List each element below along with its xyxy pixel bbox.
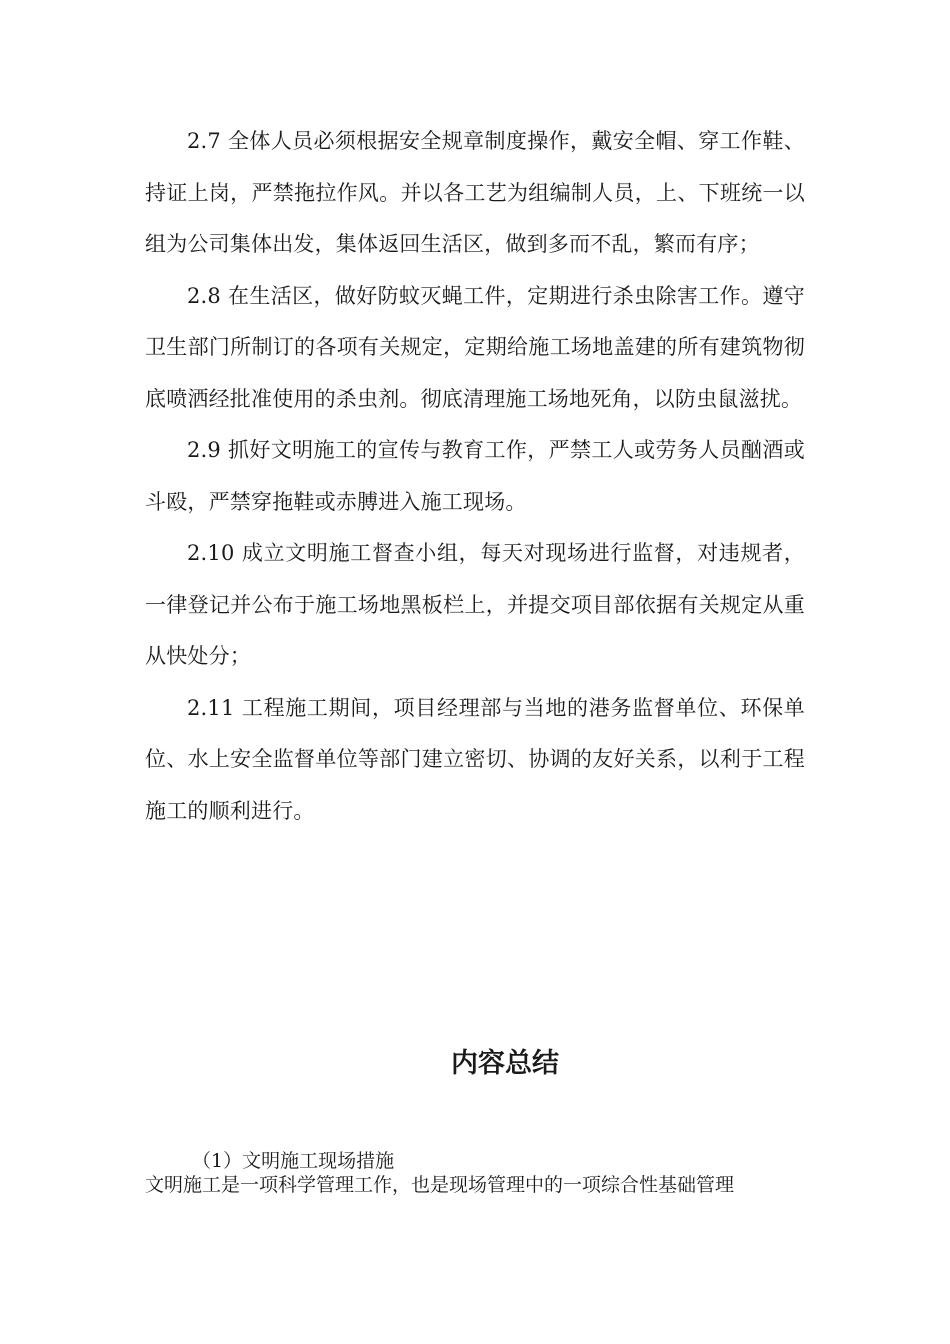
paragraph-2-9: 2.9 抓好文明施工的宣传与教育工作，严禁工人或劳务人员酗酒或斗殴，严禁穿拖鞋或赤膊进入施工现场。 — [145, 438, 805, 514]
summary-subtitle: （1）文明施工现场措施 — [192, 1150, 395, 1172]
paragraph-2-10: 2.10 成立文明施工督查小组，每天对现场进行监督，对违规者，一律登记并公布于施工场地黑板栏上，并提交项目部依据有关规定从重从快处分； — [145, 541, 805, 668]
paragraph-2-11: 2.11 工程施工期间，项目经理部与当地的港务监督单位、环保单位、水上安全监督单位等部门建立密切、协调的友好关系，以利于工程施工的顺利进行。 — [145, 695, 805, 823]
document-body — [145, 116, 805, 837]
paragraph-2-7: 2.7 全体人员必须根据安全规章制度操作，戴安全帽、穿工作鞋、持证上岗，严禁拖拉作风。并以各工艺为组编制人员，上、下班统一以组为公司集体出发，集体返回生活区，做到多而不乱，繁而有序； — [145, 129, 805, 256]
summary-title: 内容总结 — [451, 1048, 559, 1079]
paragraph-2-8: 2.8 在生活区，做好防蚊灭蝇工件，定期进行杀虫除害工作。遵守卫生部门所制订的各项有关规定，定期给施工场地盖建的所有建筑物彻底喷洒经批准使用的杀虫剂。彻底清理施工场地死角，以防虫鼠滋扰。 — [145, 283, 805, 411]
summary-text: 文明施工是一项科学管理工作，也是现场管理中的一项综合性基础管理 — [145, 1174, 735, 1196]
